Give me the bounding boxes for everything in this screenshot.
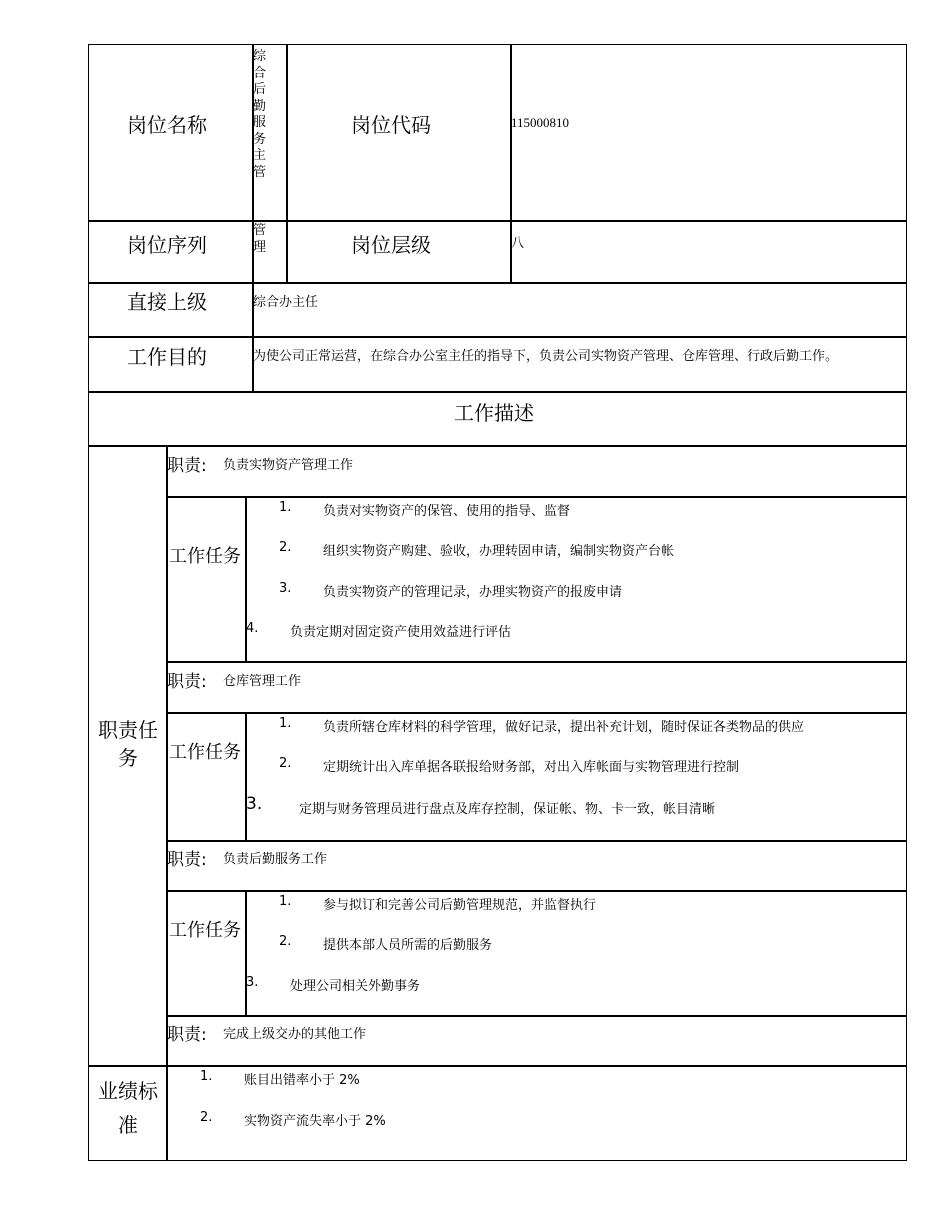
level-value-cell bbox=[510, 220, 907, 284]
duties-section-label-cell bbox=[88, 445, 168, 1067]
supervisor-value-cell bbox=[252, 282, 907, 338]
sequence-label-cell bbox=[88, 220, 254, 284]
task-text: 提供本部人员所需的后勤服务 bbox=[323, 938, 493, 953]
performance-number: 1. bbox=[200, 1069, 213, 1084]
task-number: 3. bbox=[246, 794, 263, 814]
task-number: 2. bbox=[279, 540, 292, 555]
task-number: 2. bbox=[279, 756, 292, 771]
purpose-value-cell bbox=[252, 336, 907, 393]
duty-3-row bbox=[166, 840, 907, 892]
duty-1-title: 负责实物资产管理工作 bbox=[223, 458, 354, 473]
task-text: 负责定期对固定资产使用效益进行评估 bbox=[290, 625, 512, 640]
task-number: 1. bbox=[279, 894, 292, 909]
performance-items-cell bbox=[166, 1065, 907, 1161]
duty-3-task-label-cell bbox=[166, 890, 247, 1017]
description-title: 工作描述 bbox=[454, 401, 534, 425]
duty-3-tasks-cell bbox=[245, 890, 907, 1017]
performance-text: 实物资产流失率小于 2% bbox=[244, 1114, 386, 1129]
performance-text: 账目出错率小于 2% bbox=[244, 1073, 360, 1088]
task-text: 组织实物资产购建、验收，办理转固申请，编制实物资产台帐 bbox=[323, 544, 675, 559]
task-number: 1. bbox=[279, 500, 292, 515]
task-text: 处理公司相关外勤事务 bbox=[290, 979, 421, 994]
duty-2-row bbox=[166, 661, 907, 714]
position-code-value: 115000810 bbox=[511, 115, 570, 130]
duty-1-tasks-cell bbox=[245, 496, 907, 663]
task-number: 4. bbox=[246, 621, 259, 636]
performance-number: 2. bbox=[200, 1110, 213, 1125]
purpose-value: 为使公司正常运营，在综合办公室主任的指导下，负责公司实物资产管理、仓库管理、行政后勤工作。 bbox=[253, 349, 839, 364]
duty-3-title: 负责后勤服务工作 bbox=[223, 852, 328, 867]
duty-3-task-label: 工作任务 bbox=[169, 920, 241, 941]
position-name-value: 综合后勤服务主管 bbox=[253, 49, 267, 180]
task-text: 参与拟订和完善公司后勤管理规范，并监督执行 bbox=[323, 898, 597, 913]
task-text: 定期与财务管理员进行盘点及库存控制，保证帐、物、卡一致，帐目清晰 bbox=[299, 802, 716, 817]
duty-1-task-label: 工作任务 bbox=[169, 546, 241, 567]
duty-2-prefix: 职责: bbox=[167, 672, 207, 692]
task-number: 1. bbox=[279, 716, 292, 731]
duty-2-task-label-cell bbox=[166, 712, 247, 842]
performance-label: 业绩标准 bbox=[98, 1079, 158, 1137]
task-text: 负责实物资产的管理记录，办理实物资产的报废申请 bbox=[323, 585, 623, 600]
duties-section-label: 职责任务 bbox=[98, 718, 158, 770]
duty-1-row bbox=[166, 445, 907, 498]
purpose-label: 工作目的 bbox=[127, 345, 207, 369]
level-value: 八 bbox=[511, 236, 525, 251]
position-code-label-cell bbox=[286, 44, 512, 222]
duty-4-prefix: 职责: bbox=[167, 1025, 207, 1045]
description-title-cell bbox=[88, 391, 907, 447]
duty-2-title: 仓库管理工作 bbox=[223, 674, 302, 689]
duty-3-prefix: 职责: bbox=[167, 850, 207, 870]
level-label-cell bbox=[286, 220, 512, 284]
task-number: 3. bbox=[279, 581, 292, 596]
duty-2-tasks-cell bbox=[245, 712, 907, 842]
duty-2-task-label: 工作任务 bbox=[169, 742, 241, 763]
task-text: 负责对实物资产的保管、使用的指导、监督 bbox=[323, 504, 571, 519]
performance-label-cell bbox=[88, 1065, 168, 1161]
sequence-label: 岗位序列 bbox=[127, 233, 207, 257]
supervisor-label: 直接上级 bbox=[127, 290, 207, 314]
duty-1-task-label-cell bbox=[166, 496, 247, 663]
duty-1-prefix: 职责: bbox=[167, 456, 207, 476]
duty-4-row bbox=[166, 1015, 907, 1067]
level-label: 岗位层级 bbox=[351, 233, 431, 257]
supervisor-value: 综合办主任 bbox=[253, 295, 319, 310]
task-number: 3. bbox=[246, 975, 259, 990]
position-name-label-cell bbox=[88, 44, 254, 222]
purpose-label-cell bbox=[88, 336, 254, 393]
task-text: 定期统计出入库单据各联报给财务部，对出入库帐面与实物管理进行控制 bbox=[323, 760, 740, 775]
supervisor-label-cell bbox=[88, 282, 254, 338]
sequence-value-cell bbox=[252, 220, 288, 284]
sequence-value: 管理 bbox=[253, 223, 267, 255]
position-code-value-cell bbox=[510, 44, 907, 222]
position-code-label: 岗位代码 bbox=[351, 113, 431, 137]
task-number: 2. bbox=[279, 934, 292, 949]
position-name-value-cell bbox=[252, 44, 288, 222]
task-text: 负责所辖仓库材料的科学管理，做好记录，提出补充计划，随时保证各类物品的供应 bbox=[323, 720, 805, 735]
position-name-label: 岗位名称 bbox=[127, 113, 207, 137]
duty-4-title: 完成上级交办的其他工作 bbox=[223, 1027, 367, 1042]
